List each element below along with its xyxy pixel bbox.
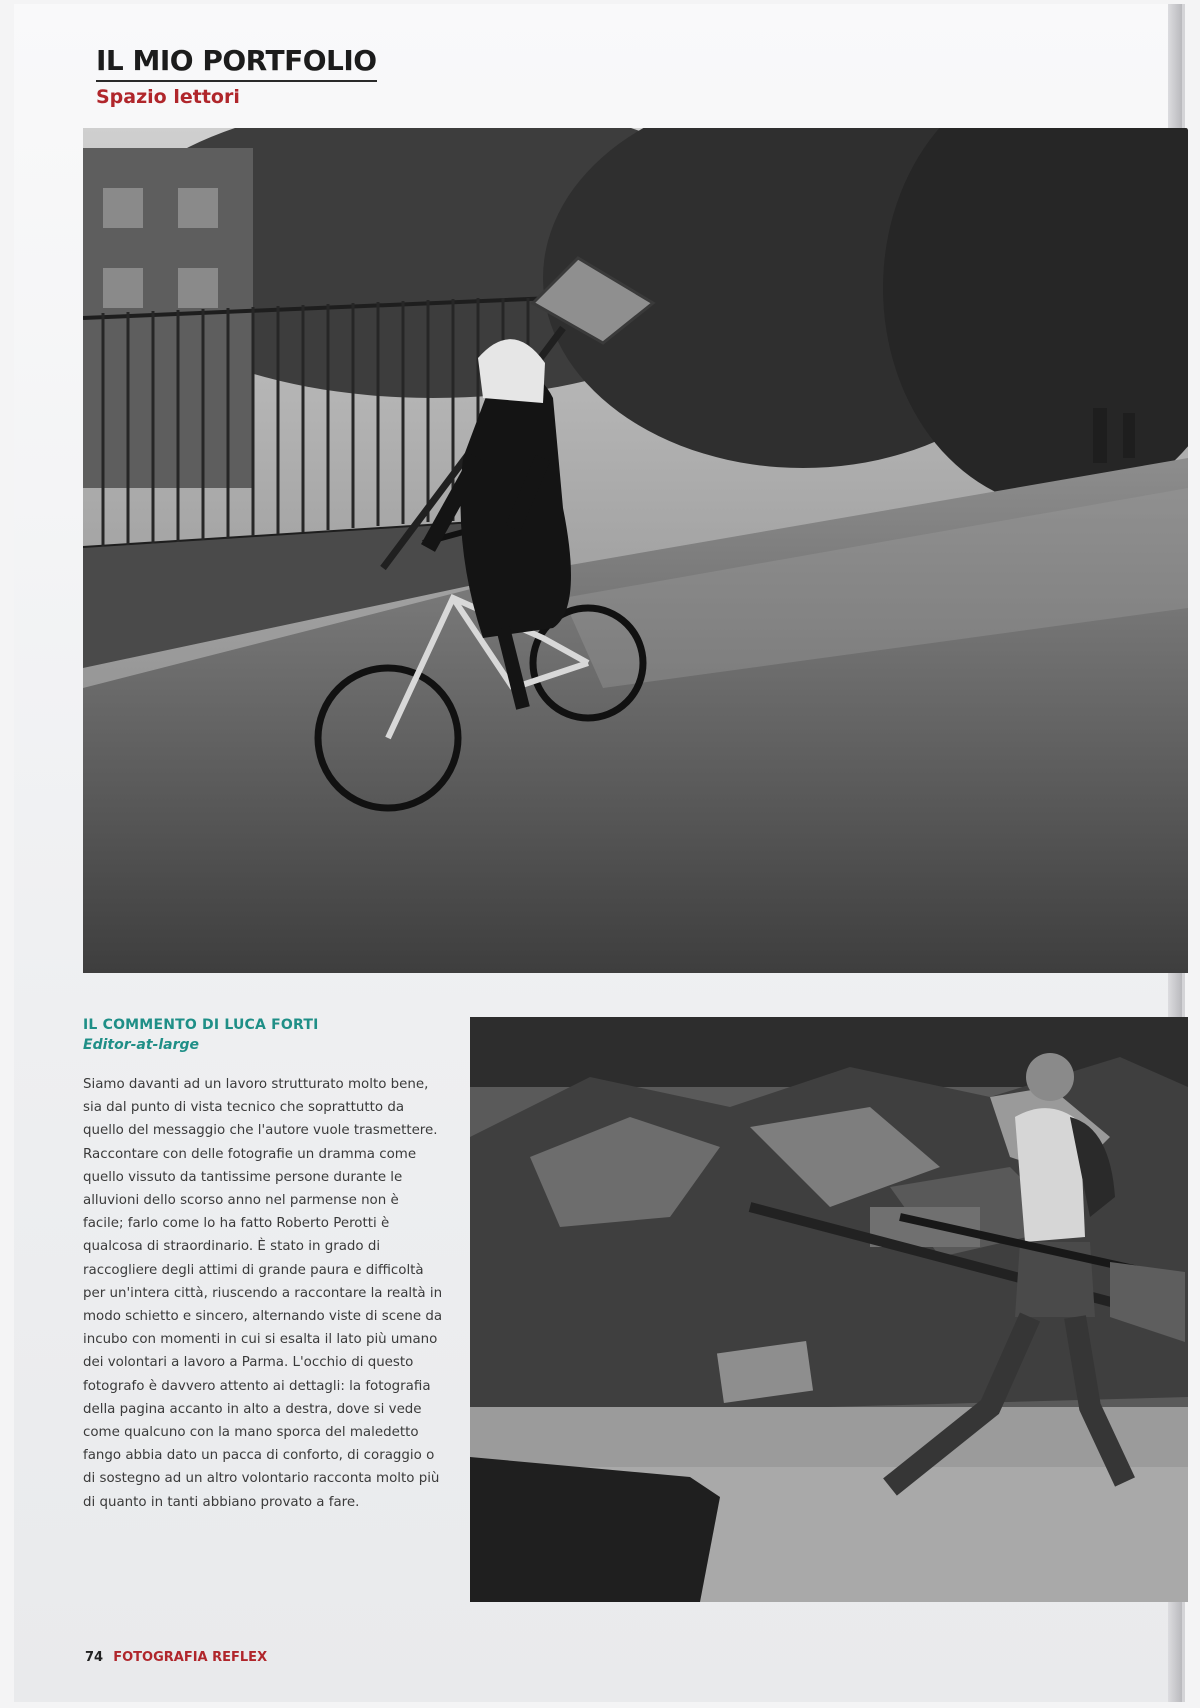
secondary-photo-volunteer-debris [470, 1017, 1188, 1602]
page-number: 74 [85, 1650, 104, 1665]
comment-title: IL COMMENTO DI LUCA FORTI [83, 1017, 319, 1033]
section-title: IL MIO PORTFOLIO [96, 44, 377, 82]
comment-subtitle: Editor-at-large [83, 1037, 200, 1053]
section-subtitle: Spazio lettori [96, 86, 240, 108]
magazine-name: FOTOGRAFIA REFLEX [113, 1650, 268, 1665]
comment-body: Siamo davanti ad un lavoro strutturato molto bene, sia dal punto di vista tecnico che soprattutto da quello del messaggio che l'autore vuole trasmettere. Raccontare con delle fotografie un dramma come quello vissuto da tantissime persone durante le alluvioni dello scorso anno nel parmense non è facile; farlo come lo ha fatto Roberto Perotti è qualcosa di straordinario. È stato in grado di raccogliere degli attimi di grande paura e difficoltà per un'intera città, riuscendo a raccontare la realtà in modo schietto e sincero, alternando viste di scene da incubo con momenti in cui si esalta il lato più umano dei volontari a lavoro a Parma. L'occhio di questo fotografo è davvero attento ai dettagli: la fotografia della pagina accanto in alto a destra, dove si vede come qualcuno con la mano sporca del maledetto fango abbia dato un pacca di conforto, di coraggio o di sostegno ad un altro volontario racconta molto più di quanto in tanti abbiano provato a fare. [83, 1077, 443, 1510]
page-footer [85, 1650, 267, 1665]
page-header [96, 44, 377, 108]
main-photo-nun-on-bicycle [83, 128, 1188, 973]
editor-comment [83, 1017, 443, 1514]
